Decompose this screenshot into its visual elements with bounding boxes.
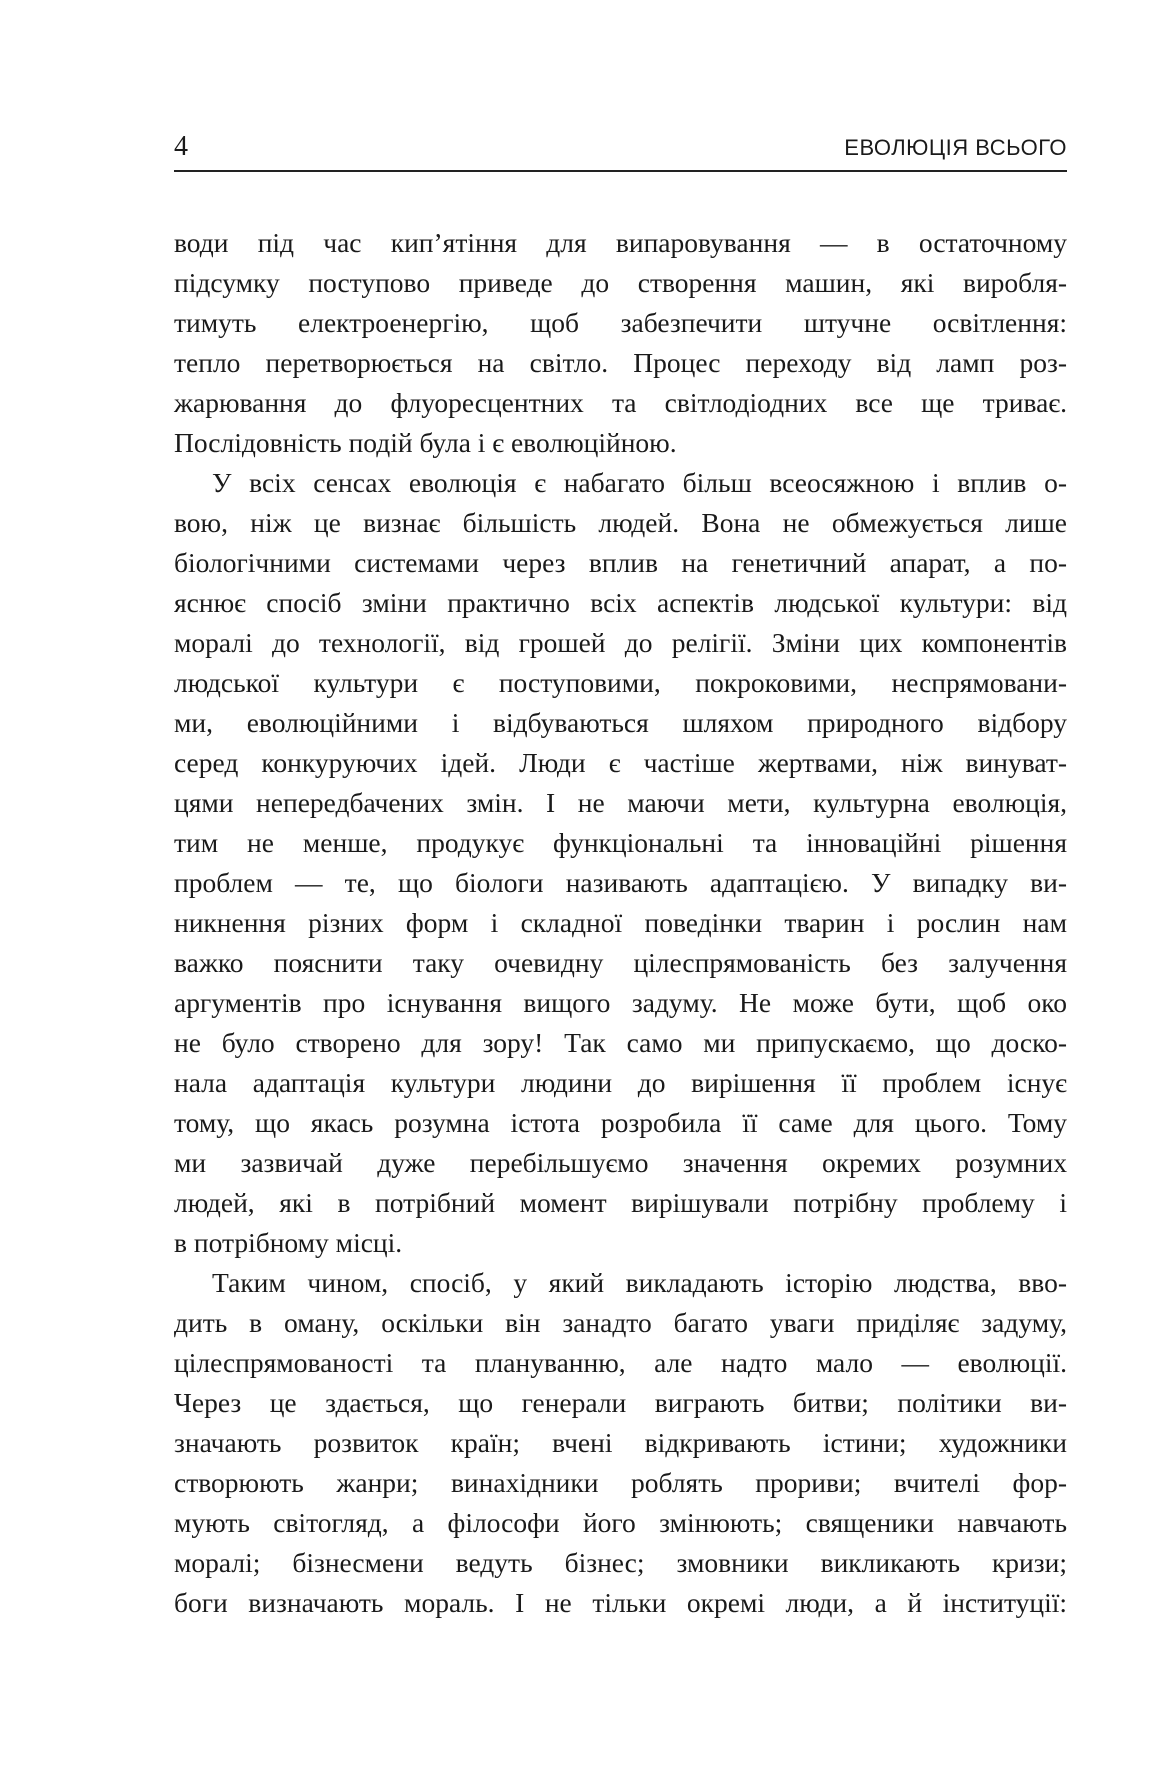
running-header [174,130,1067,172]
text-line: тим не менше, продукує функціональні та інноваційні рішення [174,827,1067,858]
text-line: цілеспрямованості та плануванню, але надто мало — еволюції. [174,1347,1067,1378]
text-line: біологічними системами через вплив на генетичний апарат, а по- [174,547,1067,578]
text-line: вою, ніж це визнає більшість людей. Вона не обмежується лише [174,507,1067,538]
text-line: Таким чином, спосіб, у який викладають історію людства, вво- [212,1267,1067,1298]
body-text [174,223,1067,1623]
text-line: мують світогляд, а філософи його змінюють; священики навчають [174,1507,1067,1538]
text-line: аргументів про існування вищого задуму. Не може бути, щоб око [174,987,1067,1018]
text-line: моралі; бізнесмени ведуть бізнес; змовники викликають кризи; [174,1547,1067,1578]
text-line: жарювання до флуоресцентних та світлодіодних все ще триває. [174,387,1067,418]
text-line: ми, еволюційними і відбуваються шляхом природного відбору [174,707,1067,738]
book-title: ЕВОЛЮЦІЯ ВСЬОГО [844,135,1067,160]
text-line: нала адаптація культури людини до вирішення її проблем існує [174,1067,1067,1098]
text-line: никнення різних форм і складної поведінки тварин і рослин нам [174,907,1067,938]
text-line: підсумку поступово приведе до створення машин, які виробля- [174,267,1067,298]
text-line: моралі до технології, від грошей до релігії. Зміни цих компонентів [174,627,1067,658]
text-line: ми зазвичай дуже перебільшуємо значення окремих розумних [174,1147,1067,1178]
text-line: тому, що якась розумна істота розробила її саме для цього. Тому [174,1107,1067,1138]
text-line: У всіх сенсах еволюція є набагато більш всеосяжною і вплив о- [212,467,1067,498]
text-line: важко пояснити таку очевидну цілеспрямованість без залучення [174,947,1067,978]
text-line: яснює спосіб зміни практично всіх аспектів людської культури: від [174,587,1067,618]
text-line: значають розвиток країн; вчені відкривають істини; художники [174,1427,1067,1458]
text-line: дить в оману, оскільки він занадто багато уваги приділяє задуму, [174,1307,1067,1338]
text-line: не було створено для зору! Так само ми припускаємо, що доско- [174,1027,1067,1058]
text-line: створюють жанри; винахідники роблять прориви; вчителі фор- [174,1467,1067,1498]
text-line: тимуть електроенергію, щоб забезпечити штучне освітлення: [174,307,1067,338]
text-line: тепло перетворюється на світло. Процес переходу від ламп роз- [174,347,1067,378]
text-line: людської культури є поступовими, покроковими, неспрямовани- [174,667,1067,698]
text-line: цями непередбачених змін. І не маючи мети, культурна еволюція, [174,787,1067,818]
text-line: Через це здається, що генерали виграють битви; політики ви- [174,1387,1067,1418]
text-line: боги визначають мораль. І не тільки окремі люди, а й інституції: [174,1587,1067,1618]
text-line: в потрібному місці. [174,1227,403,1258]
text-line: проблем — те, що біологи називають адаптацією. У випадку ви- [174,867,1067,898]
text-line: Послідовність подій була і є еволюційною. [174,427,677,458]
text-line: води під час кип’ятіння для випаровування — в остаточному [174,227,1067,258]
page-number: 4 [174,131,188,162]
book-page [174,0,1067,1772]
text-line: людей, які в потрібний момент вирішували потрібну проблему і [174,1187,1067,1218]
text-line: серед конкуруючих ідей. Люди є частіше жертвами, ніж винуват- [174,747,1067,778]
